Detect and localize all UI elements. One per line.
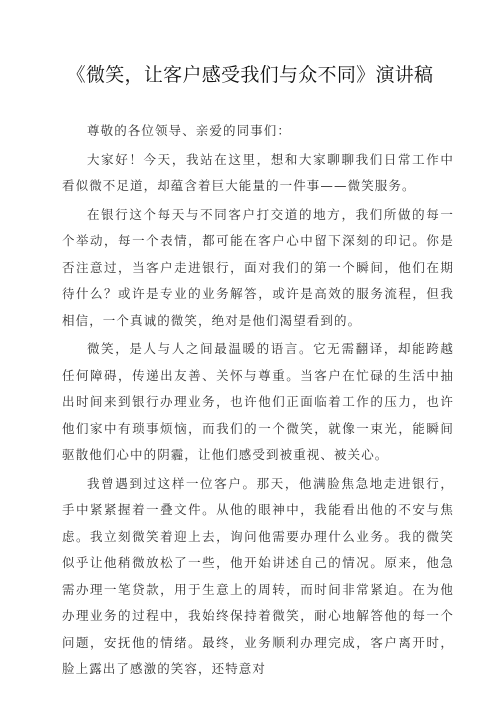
document-body (62, 118, 454, 685)
paragraph-bank-setting: 在银行这个每天与不同客户打交道的地方，我们所做的每一个举动，每一个表情，都可能在客户心中留下深刻的印记。你是否注意过，当客户走进银行，面对我们的第一个瞬间，他们在期待什么？或许是专业的业务解答，或许是高效的服务流程，但我相信，一个真诚的微笑，绝对是他们渴望看到的。 (62, 206, 454, 328)
document-title: 《微笑，让客户感受我们与众不同》演讲稿 (66, 64, 434, 86)
paragraph-customer-story: 我曾遇到过这样一位客户。那天，他满脸焦急地走进银行，手中紧紧握着一叠文件。从他的眼神中，我能看出他的不安与焦虑。我立刻微笑着迎上去，询问他需要办理什么业务。我的微笑似乎让他稍微放松了一些，他开始讲述自己的情况。原来，他急需办理一笔贷款，用于生意上的周转，而时间非常紧迫。在为他办理业务的过程中，我始终保持着微笑，耐心地解答他的每一个问题，安抚他的情绪。最终，业务顺利办理完成，客户离开时，脸上露出了感激的笑容，还特意对 (62, 475, 454, 676)
salutation: 尊敬的各位领导、亲爱的同事们： (87, 123, 292, 138)
paragraph-greeting: 大家好！今天，我站在这里，想和大家聊聊我们日常工作中看似微不足道，却蕴含着巨大能量的一件事——微笑服务。 (62, 151, 454, 193)
paragraph-smile-language: 微笑，是人与人之间最温暖的语言。它无需翻译，却能跨越任何障碍，传递出友善、关怀与尊重。当客户在忙碌的生活中抽出时间来到银行办理业务，也许他们正面临着工作的压力，也许他们家中有琐事烦恼，而我们的一个微笑，就像一束光，能瞬间驱散他们心中的阴霾，让他们感受到被重视、被关心。 (62, 341, 454, 462)
